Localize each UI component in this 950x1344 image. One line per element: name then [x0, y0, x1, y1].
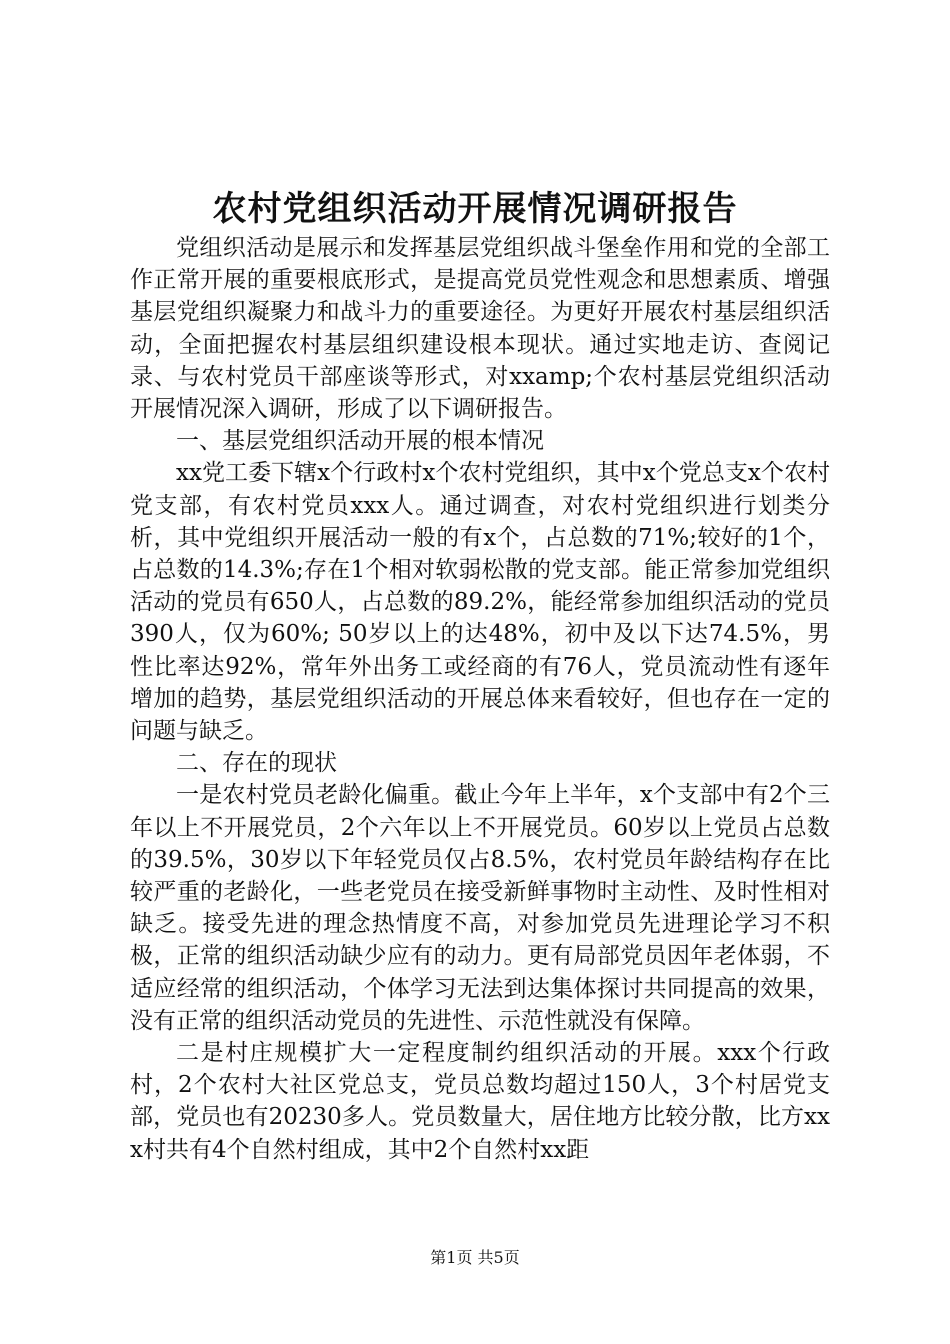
section-heading-2: 二、存在的现状 [176, 750, 337, 777]
document-body [130, 232, 830, 1166]
section-2-paragraph-1: 一是农村党员老龄化偏重。截止今年上半年，x个支部中有2个三年以上不开展党员，2个六年以上不开展党员。60岁以上党员占总数的39.5%，30岁以下年轻党员仅占8.5%，农村党员年龄结构存在比较严重的老龄化，一些老党员在接受新鲜事物时主动性、及时性相对缺乏。接受先进的理念热情度不高，对参加党员先进理论学习不积极，正常的组织活动缺少应有的动力。更有局部党员因年老体弱，不适应经常的组织活动，个体学习无法到达集体探讨共同提高的效果，没有正常的组织活动党员的先进性、示范性就没有保障。 [130, 782, 830, 1034]
document-title: 农村党组织活动开展情况调研报告 [212, 189, 738, 229]
section-heading-1: 一、基层党组织活动开展的根本情况 [176, 428, 544, 455]
section-2-paragraph-2: 二是村庄规模扩大一定程度制约组织活动的开展。xxx个行政村，2个农村大社区党总支，党员总数均超过150人，3个村居党支部，党员也有20230多人。党员数量大，居住地方比较分散，比方xxx村共有4个自然村组成，其中2个自然村xx距 [130, 1040, 830, 1163]
page-footer: 第1页 共5页 [430, 1248, 520, 1267]
intro-paragraph: 党组织活动是展示和发挥基层党组织战斗堡垒作用和党的全部工作正常开展的重要根底形式，是提高党员党性观念和思想素质、增强基层党组织凝聚力和战斗力的重要途径。为更好开展农村基层组织活动，全面把握农村基层组织建设根本现状。通过实地走访、查阅记录、与农村党员干部座谈等形式，对xxamp;个农村基层党组织活动开展情况深入调研，形成了以下调研报告。 [130, 235, 830, 423]
section-1-paragraph: xx党工委下辖x个行政村x个农村党组织，其中x个党总支x个农村党支部，有农村党员xxx人。通过调查，对农村党组织进行划类分析，其中党组织开展活动一般的有x个，占总数的71%;较好的1个，占总数的14.3%;存在1个相对软弱松散的党支部。能正常参加党组织活动的党员有650人，占总数的89.2%，能经常参加组织活动的党员390人，仅为60%; 50岁以上的达48%，初中及以下达74.5%，男性比率达92%，常年外出务工或经商的有76人，党员流动性有逐年增加的趋势，基层党组织活动的开展总体来看较好，但也存在一定的问题与缺乏。 [130, 460, 830, 745]
